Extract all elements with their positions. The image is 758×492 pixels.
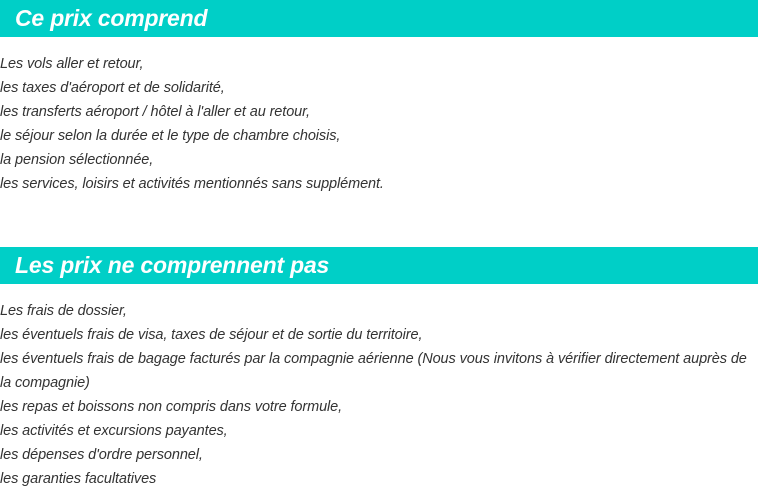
list-item: les services, loisirs et activités mentionnés sans supplément. <box>0 176 384 192</box>
excluded-items-list <box>0 299 758 491</box>
list-item: les repas et boissons non compris dans votre formule, <box>0 399 343 415</box>
list-item: Les vols aller et retour, <box>0 56 144 72</box>
list-item: les garanties facultatives <box>0 471 157 487</box>
included-section-header <box>0 0 758 37</box>
list-item: les éventuels frais de visa, taxes de séjour et de sortie du territoire, <box>0 327 423 343</box>
list-item: les dépenses d'ordre personnel, <box>0 447 203 463</box>
list-item: le séjour selon la durée et le type de chambre choisis, <box>0 128 341 144</box>
list-item: les activités et excursions payantes, <box>0 423 228 439</box>
list-item: les taxes d'aéroport et de solidarité, <box>0 80 225 96</box>
list-item: Les frais de dossier, <box>0 303 127 319</box>
included-items-list <box>0 52 758 196</box>
list-item: la pension sélectionnée, <box>0 152 154 168</box>
excluded-section-title: Les prix ne comprennent pas <box>15 252 330 278</box>
excluded-section-header <box>0 247 758 284</box>
list-item: les transferts aéroport / hôtel à l'aller et au retour, <box>0 104 310 120</box>
list-item: les éventuels frais de bagage facturés par la compagnie aérienne (Nous vous invitons à vérifier directement auprès de la compagnie) <box>0 351 747 391</box>
included-section-title: Ce prix comprend <box>15 5 208 31</box>
